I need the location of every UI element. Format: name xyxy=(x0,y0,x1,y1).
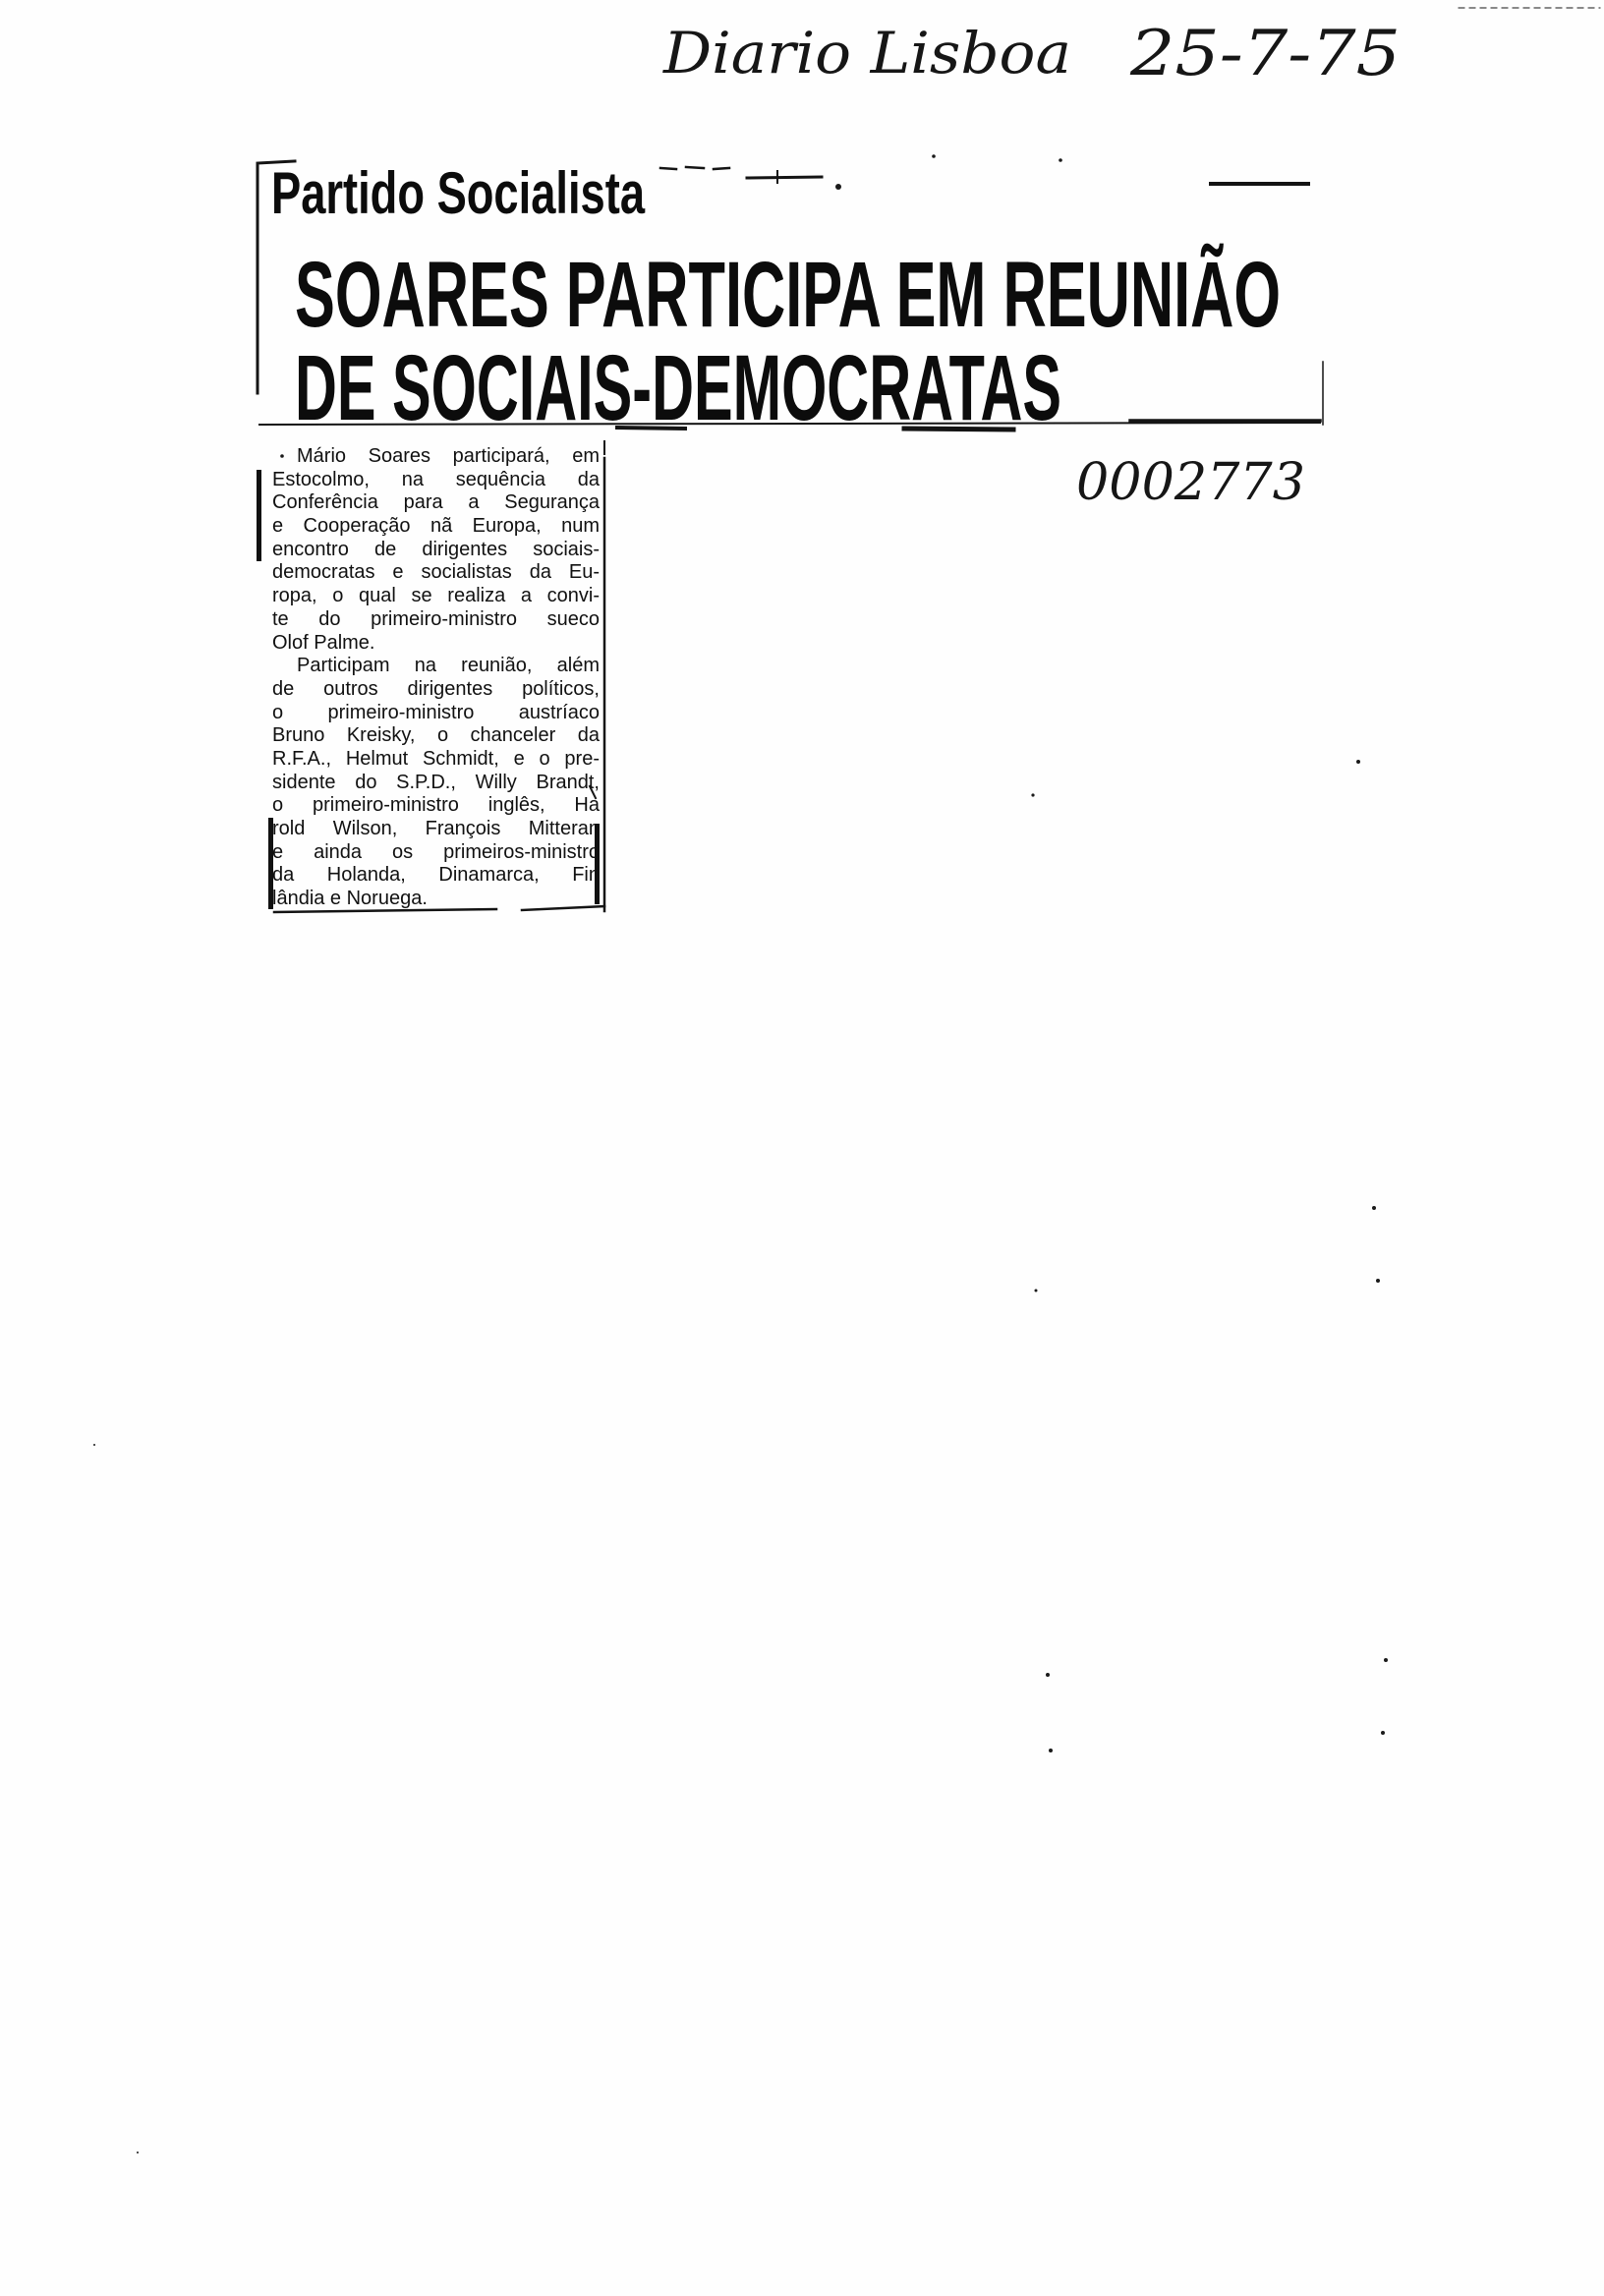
handwritten-archive-number: 0002773 xyxy=(1076,453,1305,512)
body-line: encontro de dirigentes sociais- xyxy=(272,538,600,560)
body-line: Mário Soares participará, em xyxy=(297,445,600,467)
body-line: o primeiro-ministro inglês, Ha xyxy=(272,794,600,817)
body-line: e Cooperação nã Europa, num xyxy=(272,515,600,538)
body-line: Estocolmo, na sequência da xyxy=(272,468,600,490)
body-line: Participam na reunião, além xyxy=(297,655,600,677)
body-line: de outros dirigentes políticos, xyxy=(272,677,600,700)
body-line: e ainda os primeiros-ministro xyxy=(272,840,600,863)
headline-line-1: SOARES PARTICIPA EM REUNIÃO xyxy=(295,243,1281,347)
body-line: Olof Palme. xyxy=(272,631,375,654)
body-line: lândia e Noruega. xyxy=(272,888,428,910)
body-line: Bruno Kreisky, o chanceler da xyxy=(272,724,600,747)
body-line: sidente do S.P.D., Willy Brandt, xyxy=(272,771,600,793)
body-line: ropa, o qual se realiza a convi- xyxy=(272,585,600,607)
handwritten-date-note: 25-7-75 xyxy=(1128,18,1401,90)
headline-line-2: DE SOCIAIS-DEMOCRATAS xyxy=(295,336,1061,440)
body-line: da Holanda, Dinamarca, Fin xyxy=(272,864,600,887)
body-line: Conferência para a Segurança xyxy=(272,491,600,514)
body-line: te do primeiro-ministro sueco xyxy=(272,607,600,630)
body-line: o primeiro-ministro austríaco xyxy=(272,701,600,723)
body-line: democratas e socialistas da Eu- xyxy=(272,561,600,584)
body-line: R.F.A., Helmut Schmidt, e o pre- xyxy=(272,747,600,770)
handwritten-source-note: Diario Lisboa xyxy=(661,20,1071,86)
scan-marks-top xyxy=(660,154,1308,190)
body-line: rold Wilson, François Mitteran xyxy=(272,818,600,839)
section-label: Partido Socialista xyxy=(271,160,646,226)
scan-specks xyxy=(93,760,1388,2153)
article-body xyxy=(272,445,600,911)
